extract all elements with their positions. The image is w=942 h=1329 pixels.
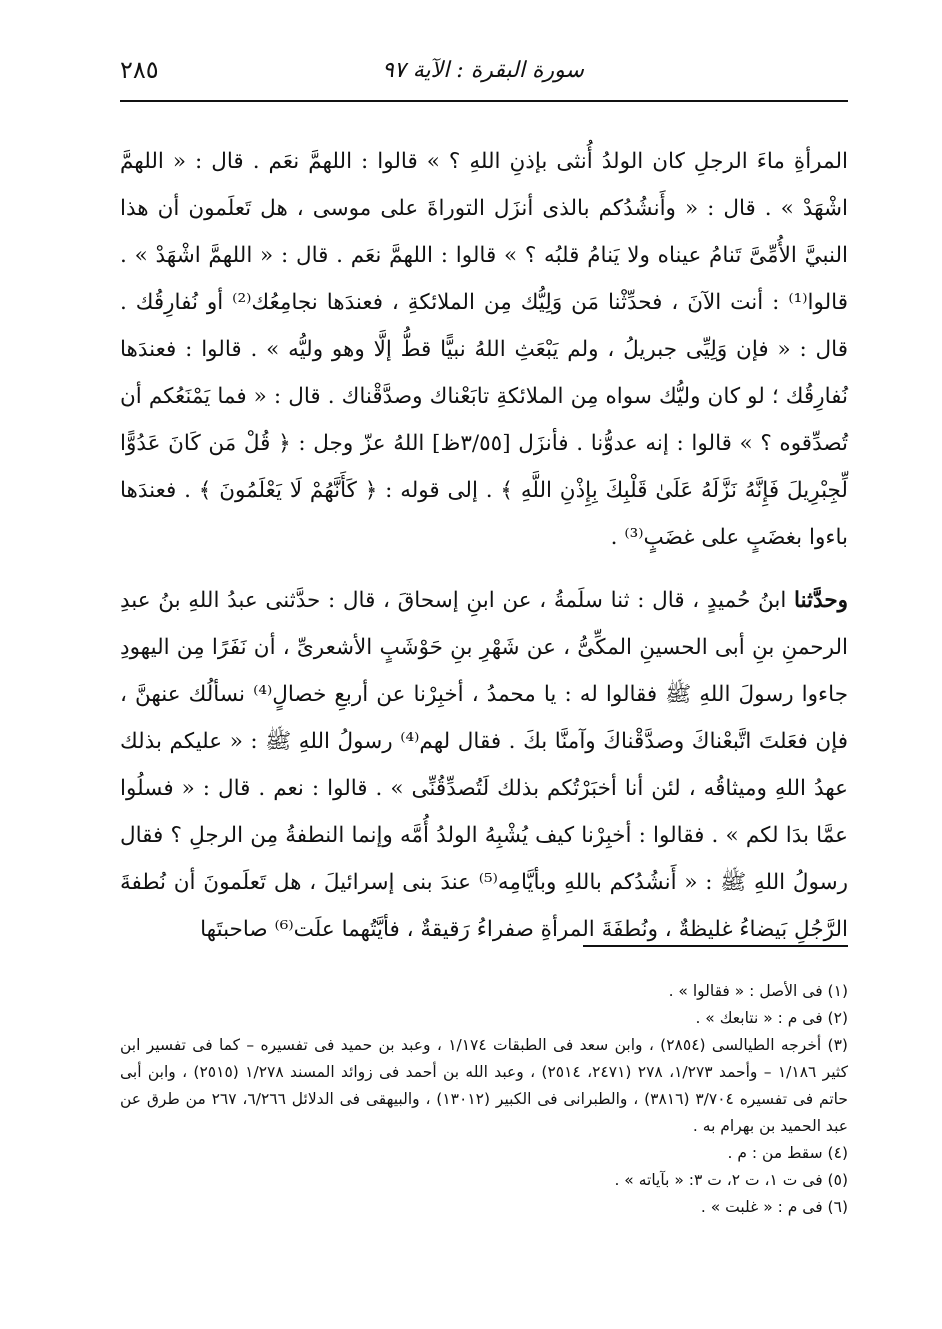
footnote-1: (١) فى الأصل : « فقالوا » .	[668, 982, 848, 1000]
main-text	[120, 138, 848, 953]
footnote-2: (٢) فى م : « نتابعك » .	[695, 1009, 848, 1027]
paragraph-2	[120, 577, 848, 953]
footnotes	[120, 978, 848, 1221]
page-number: ٢٨٥	[120, 56, 159, 84]
surah-title: سورة البقرة : الآية ٩٧	[382, 58, 584, 83]
footnote-5: (٥) فى ت ١، ت ٢، ت ٣: « بآياته » .	[614, 1171, 848, 1189]
footnote-6: (٦) فى م : « غلبت » .	[700, 1198, 848, 1216]
paragraph-1: المرأةِ ماءَ الرجلِ كان الولدُ أُنثى بإذنِ اللهِ ؟ » قالوا : اللهمَّ نعَم . قال : « اللهمَّ اشْهَدْ » . قال : « وأَنشُدُكم بالذى أنزَل التوراةَ على موسى ، هل تَعلَمون أن هذا النبيَّ الأُمِّىَّ تَنامُ عيناه ولا يَنامُ قلبُه ؟ » قالوا : اللهمَّ نعَم . قال : « اللهمَّ اشْهَدْ » . قالوا⁽¹⁾ : أنت الآنَ ، فحدِّثْنا مَن وَلِيُّك مِن الملائكةِ ، فعندَها نجامِعُك⁽²⁾ أو نُفارِقُك . قال : « فإن وَلِيِّى جبريلُ ، ولم يَبْعَثِ اللهُ نبيًّا قطُّ إلَّا وهو وليُّه » . قالوا : فعندَها نُفارِقُك ؛ لو كان وليُّك سواه مِن الملائكةِ تابَعْناك وصدَّقْناك . قال : « فما يَمْنَعُكم أن تُصدِّقوه ؟ » قالوا : إنه عدوُّنا . فأنزَل [٣/٥٥ظ] اللهُ عزّ وجل : ﴿ قُلْ مَن كَانَ عَدُوًّا لِّجِبْرِيلَ فَإِنَّهُ نَزَّلَهُ عَلَىٰ قَلْبِكَ بِإِذْنِ اللَّهِ ﴾ . إلى قوله : ﴿ كَأَنَّهُمْ لَا يَعْلَمُونَ ﴾ . فعندَها باءوا بغضَبٍ على غضَبٍ⁽³⁾ .	[120, 149, 848, 550]
footnote-3: (٣) أخرجه الطيالسى (٢٨٥٤) ، وابن سعد فى الطبقات ١/١٧٤ ، وعبد بن حميد فى تفسيره – كما فى تفسير ابن كثير ١/١٨٦ – وأحمد ١/٢٧٣، ٢٧٨ (٢٤٧١، ٢٥١٤) ، وعبد الله بن أحمد فى زوائد المسند ١/٢٧٨ (٢٥١٥) ، وابن أبى حاتم فى تفسيره ٣/٧٠٤ (٣٨١٦) ، والطبرانى فى الكبير (١٣٠١٢) ، والبيهقى فى الدلائل ٦/٢٦٦، ٢٦٧ من طرق عن عبد الحميد بن بهرام به .	[120, 1036, 848, 1135]
footnote-4: (٤) سقط من : م .	[727, 1144, 848, 1162]
footnote-rule	[583, 945, 848, 947]
running-head	[120, 56, 846, 96]
paragraph-2-text: ابنُ حُميدٍ ، قال : ثنا سلَمةُ ، عن ابنِ إسحاقَ ، قال : حدَّثنى عبدُ اللهِ بنُ عبدِ الرحمنِ بنِ أبى الحسينِ المكِّىُّ ، عن شَهْرِ بنِ حَوْشَبٍ الأشعرىِّ ، أن نَفَرًا مِن اليهودِ جاءوا رسولَ اللهِ ﷺ فقالوا له : يا محمدُ ، أخبِرْنا عن أربعِ خصالٍ⁽⁴⁾ نسألُك عنهنَّ ، فإن فعَلتَ اتَّبعْناكَ وصدَّقْناكَ وآمنَّا بكَ . فقال لهم⁽⁴⁾ رسولُ اللهِ ﷺ : « عليكم بذلك عهدُ اللهِ وميثاقُه ، لئن أنا أخبَرْتُكم بذلك لَتُصدِّقُنِّى » . قالوا : نعم . قال : « فسلُوا عمَّا بدَا لكم » . فقالوا : أخبِرْنا كيف يُشْبِهُ الولدُ أُمَّه وإنما النطفةُ مِن الرجلِ ؟ فقال رسولُ اللهِ ﷺ : « أَنشُدُكم باللهِ وبأيَّامِه⁽⁵⁾ عندَ بنى إسرائيلَ ، هل تَعلَمونَ أن نُطفةَ الرَّجُلِ بَيضاءُ غليظةٌ ، ونُطفَةَ المرأةِ صفراءُ رَقيقةٌ ، فأيَّتُهما علَت⁽⁶⁾ صاحبتَها	[120, 588, 849, 942]
paragraph-2-lead: وحدَّثنا	[794, 588, 848, 613]
header-rule	[120, 100, 848, 102]
